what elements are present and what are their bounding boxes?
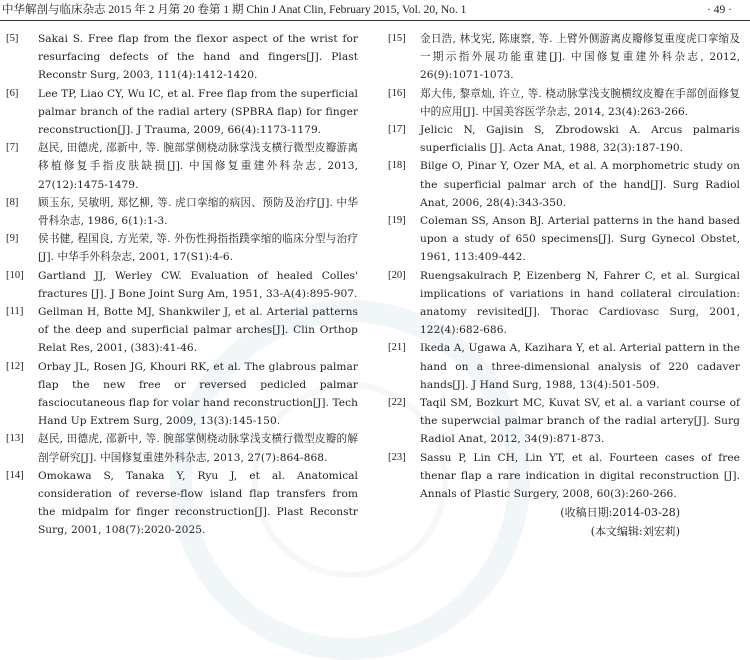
running-header [0,0,750,22]
reference-column-right [388,30,740,541]
reference-text: Sakai S. Free flap from the flexor aspect of the wrist for resurfacing defects of the hand and fingers[J]. Plast Reconstr Surg, 2003, 111(4):1412-1420. [38,33,358,82]
reference-number: [22] [388,397,406,409]
reference-number: [17] [388,124,406,136]
reference-text: Jelicic N, Gajisin S, Zbrodowski A. Arcus palmaris superficialis [J]. Acta Anat, 1988, 32(3):187-190. [420,124,740,155]
reference-column-left [6,30,358,540]
reference-number: [10] [6,269,24,281]
editor-note: (本文编辑:刘宏莉) [590,525,680,539]
reference-number: [14] [6,469,24,481]
reference-number: [9] [6,233,19,245]
reference-number: [11] [6,306,24,318]
reference-item [6,30,358,85]
reference-text: Omokawa S, Tanaka Y, Ryu J, et al. Anatomical consideration of reverse-flow island flap transfers from the midpalm for finger reconstruction[J]. Plast Reconstr Surg, 2001, 108(7):2020-2025. [38,469,358,537]
reference-text: Gellman H, Botte MJ, Shankwiler J, et al. Arterial patterns of the deep and superficial palmar arches[J]. Clin Orthop Relat Res, 2001, (383):41-46. [38,306,358,355]
reference-text: Taqil SM, Bozkurt MC, Kuvat SV, et al. a variant course of the superwcial palmar branch of the radial artery[J]. Surg Radiol Anat, 2012, 34(9):871-873. [420,397,740,446]
reference-item [388,212,740,267]
reference-text: 金日浩, 林戈宪, 陈康察, 等. 上臂外侧游离皮瓣修复重度虎口挛缩及一期示指外展功能重建[J]. 中国修复重建外科杂志, 2012, 26(9):1071-1073. [420,33,740,82]
reference-number: [8] [6,196,19,208]
reference-text: Bilge O, Pinar Y, Ozer MA, et al. A morphometric study on the superficial palmar arch of the hand[J]. Surg Radiol Anat, 2006, 28(4):343-350. [420,160,740,209]
reference-number: [7] [6,142,19,154]
reference-text: 赵民, 田德虎, 邵新中, 等. 腕部掌侧桡动脉掌浅支横行微型皮瓣游离移植修复手指皮肤缺损[J]. 中国修复重建外科杂志, 2013, 27(12):1475-1479. [38,142,358,191]
reference-text: Lee TP, Liao CY, Wu IC, et al. Free flap from the superficial palmar branch of the radial artery (SPBRA flap) for finger reconstruction[J]. J Trauma, 2009, 66(4):1173-1179. [38,87,358,137]
reference-item [6,267,358,303]
reference-item [6,139,358,194]
reference-number: [5] [6,33,19,44]
reference-item [6,230,358,266]
reference-item [388,394,740,449]
reference-item [6,303,358,358]
header-rule [0,20,750,21]
page-number: · 49 · [707,4,732,16]
reference-text: 侯书健, 程国良, 方光荣, 等. 外伤性拇指指蹼挛缩的临床分型与治疗[J]. 中华手外科杂志, 2001, 17(S1):4-6. [38,233,358,264]
reference-number: [18] [388,160,406,172]
reference-item [6,358,358,431]
reference-number: [16] [388,87,406,99]
reference-number: [21] [388,342,406,354]
reference-item [388,121,740,157]
reference-item [388,85,740,121]
reference-text: 顾玉东, 吴敏明, 郑忆柳, 等. 虎口挛缩的病因、预防及治疗[J]. 中华骨科杂志, 1986, 6(1):1-3. [38,196,358,228]
reference-item [388,339,740,394]
reference-number: [15] [388,33,406,44]
reference-text: Ruengsakulrach P, Eizenberg N, Fahrer C, et al. Surgical implications of variations in hand collateral circulation: anatomy revisited[J]. Thorac Cardiovasc Surg, 2001, 122(4):682-686. [420,269,740,337]
journal-citation-header: 中华解剖与临床杂志 2015 年 2 月第 20 卷第 1 期 Chin J Anat Clin, February 2015, Vol. 20, No. 1 [2,4,467,16]
reference-item [388,157,740,212]
reference-item [388,449,740,504]
reference-number: [6] [6,87,19,99]
reference-text: Ikeda A, Ugawa A, Kazihara Y, et al. Arterial pattern in the hand on a three-dimensional analysis of 220 cadaver hands[J]. J Hand Surg, 1988, 13(4):501-509. [420,342,740,391]
reference-text: Sassu P, Lin CH, Lin YT, et al. Fourteen cases of free thenar flap a rare indication in digital reconstruction [J]. Annals of Plastic Surgery, 2008, 60(3):260-266. [420,451,740,501]
reference-item [6,467,358,540]
reference-text: Coleman SS, Anson BJ. Arterial patterns in the hand based upon a study of 650 specimens[J]. Surg Gynecol Obstet, 1961, 113:409-442. [420,215,740,264]
reference-number: [12] [6,360,24,372]
reference-text: 赵民, 田德虎, 邵新中, 等. 腕部掌侧桡动脉掌浅支横行微型皮瓣的解剖学研究[J]. 中国修复重建外科杂志, 2013, 27(7):864-868. [38,433,358,464]
reference-number: [20] [388,269,406,281]
reference-number: [13] [6,433,24,445]
reference-text: Orbay JL, Rosen JG, Khouri RK, et al. The glabrous palmar flap the new free or reversed pedicled palmar fasciocutaneous flap for volar hand reconstruction[J]. Tech Hand Up Extrem Surg, 2009, 13(3):145-150. [38,360,358,428]
reference-number: [23] [388,451,406,463]
received-date: (收稿日期:2014-03-28) [560,506,680,520]
reference-text: Gartland JJ, Werley CW. Evaluation of healed Colles' fractures [J]. J Bone Joint Surg Am, 1951, 33-A(4):895-907. [38,269,358,300]
reference-item [6,430,358,466]
reference-item [6,85,358,140]
reference-item [6,194,358,230]
reference-item [388,30,740,85]
reference-text: 郑大伟, 黎章灿, 许立, 等. 桡动脉掌浅支腕横纹皮瓣在手部创面修复中的应用[J]. 中国美容医学杂志, 2014, 23(4):263-266. [420,87,740,118]
reference-item [388,267,740,340]
reference-number: [19] [388,215,406,227]
